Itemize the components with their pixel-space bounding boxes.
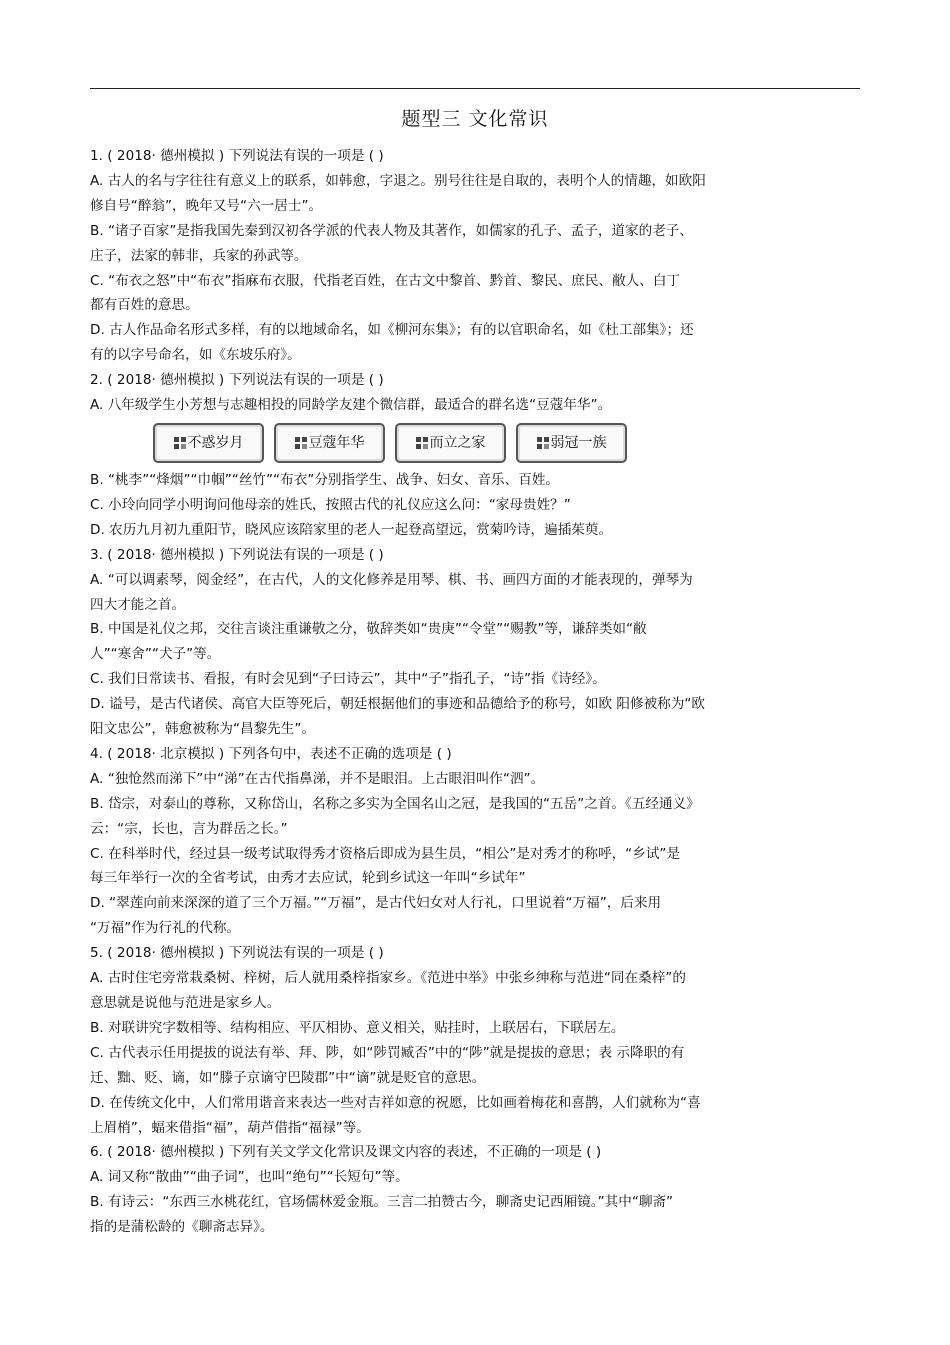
option-line: C. 小玲向同学小明询问他母亲的姓氏，按照古代的礼仪应这么问：“家母贵姓？”: [90, 496, 571, 513]
group-name-option: [516, 423, 627, 463]
question-stem: 1. ( 2018· 德州模拟 ) 下列说法有误的一项是 ( ): [90, 148, 384, 164]
question-stem: 6. ( 2018· 德州模拟 ) 下列有关文学文化常识及课文内容的表述，不正确的一项是 ( ): [90, 1144, 602, 1161]
option-line: D. 谥号，是古代诸侯、高官大臣等死后，朝廷根据他们的事迹和品德给予的称号，如欧 阳修被称为“欧: [90, 696, 706, 713]
question-1: [90, 144, 860, 368]
option-line: 迁、黜、贬、谪，如“滕子京谪守巴陵郡”中“谪”就是贬官的意思。: [90, 1069, 486, 1086]
option-line: 都有百姓的意思。: [90, 297, 199, 314]
group-name-label: 豆蔻年华: [308, 434, 365, 451]
option-line: D. “翠莲向前来深深的道了三个万福。”“万福”，是古代妇女对人行礼，口里说着“万福”，后来用: [90, 895, 662, 912]
option-line: 人”“寒舍”“犬子”等。: [90, 646, 221, 663]
option-line: 阳文忠公”，韩愈被称为“昌黎先生”。: [90, 721, 316, 738]
option-line: B. 有诗云：“东西三水桃花红，官场儒林爱金瓶。三言二拍赞古今，聊斋史记西厢镜。”其中“聊斋”: [90, 1194, 674, 1211]
group-name-label: 而立之家: [429, 434, 486, 451]
option-line: B. “诸子百家”是指我国先秦到汉初各学派的代表人物及其著作，如儒家的孔子、孟子，道家的老子、: [90, 222, 693, 239]
option-line: 四大才能之首。: [90, 596, 186, 613]
option-line: 庄子，法家的韩非，兵家的孙武等。: [90, 247, 308, 264]
qr-icon: [295, 437, 307, 449]
option-line: B. 中国是礼仪之邦，交往言谈注重谦敬之分，敬辞类如“贵庚”“令堂”“赐教”等，谦辞类如“敝: [90, 621, 647, 638]
group-name-option: [274, 423, 385, 463]
qr-icon: [537, 437, 549, 449]
question-stem: 2. ( 2018· 德州模拟 ) 下列说法有误的一项是 ( ): [90, 372, 384, 389]
option-line: A. “独怆然而涕下”中“涕”在古代指鼻涕，并不是眼泪。上古眼泪叫作“泗”。: [90, 770, 545, 787]
option-line: 有的以字号命名，如《东坡乐府》。: [90, 347, 301, 364]
question-list: [90, 144, 860, 1240]
question-2: [90, 368, 860, 543]
group-name-option: [395, 423, 506, 463]
question-3: [90, 543, 860, 742]
top-rule: [90, 88, 860, 89]
option-line: A. 词又称“散曲”“曲子词”，也叫“绝句”“长短句”等。: [90, 1169, 409, 1186]
question-5: [90, 941, 860, 1140]
question-6: [90, 1140, 860, 1240]
option-line: 指的是蒲松龄的《聊斋志异》。: [90, 1219, 274, 1236]
option-line: C. “布衣之怒”中“布衣”指麻布衣服，代指老百姓，在古文中黎首、黔首、黎民、庶民、敝人、白丁: [90, 272, 681, 289]
group-name-label: 不惑岁月: [187, 434, 244, 451]
qr-icon: [174, 437, 186, 449]
group-name-options: [150, 423, 630, 463]
question-stem: 4. ( 2018· 北京模拟 ) 下列各句中，表述不正确的选项是 ( ): [90, 745, 452, 762]
option-line: A. 古人的名与字往往有意义上的联系，如韩愈，字退之。别号往往是自取的，表明个人的情趣，如欧阳: [90, 172, 706, 189]
option-line: D. 在传统文化中，人们常用谐音来表达一些对吉祥如意的祝愿，比如画着梅花和喜鹊，人们就称为“喜: [90, 1094, 701, 1111]
option-line: C. 我们日常读书、看报，有时会见到“子曰诗云”，其中“子”指孔子，“诗”指《诗经》。: [90, 671, 606, 688]
option-line: A. “可以调素琴，阅金经”，在古代，人的文化修养是用琴、棋、书、画四方面的才能表现的，弹琴为: [90, 571, 693, 588]
group-name-option: [153, 423, 264, 463]
group-name-label: 弱冠一族: [550, 434, 607, 451]
option-line: 每三年举行一次的全省考试，由秀才去应试，轮到乡试这一年叫“乡试年”: [90, 870, 526, 887]
option-line: C. 古代表示任用提拔的说法有举、拜、陟，如“陟罚臧否”中的“陟”就是提拔的意思；表 示降职的有: [90, 1044, 685, 1061]
option-line: A. 古时住宅旁常栽桑树、梓树，后人就用桑梓指家乡。《范进中举》中张乡绅称与范进“同在桑梓”的: [90, 970, 686, 987]
option-line: 云：“宗，长也，言为群岳之长。”: [90, 820, 288, 837]
option-line: 意思就是说他与范进是家乡人。: [90, 995, 281, 1011]
option-line: B. 岱宗，对泰山的尊称，又称岱山，名称之多实为全国名山之冠，是我国的“五岳”之首。《五经通义》: [90, 795, 700, 812]
question-stem: 3. ( 2018· 德州模拟 ) 下列说法有误的一项是 ( ): [90, 546, 384, 563]
question-stem: 5. ( 2018· 德州模拟 ) 下列说法有误的一项是 ( ): [90, 945, 384, 962]
question-4: [90, 742, 860, 941]
option-line: B. “桃李”“烽烟”“巾帼”“丝竹”“布衣”分别指学生、战争、妇女、音乐、百姓。: [90, 471, 560, 488]
option-line: 上眉梢”，蝠来借指“福”，葫芦借指“福禄”等。: [90, 1119, 370, 1136]
option-line: D. 古人作品命名形式多样，有的以地域命名，如《柳河东集》；有的以官职命名，如《杜工部集》；还: [90, 322, 694, 339]
qr-icon: [416, 437, 428, 449]
page-title: 题型三 文化常识: [401, 108, 549, 130]
option-line: A. 八年级学生小芳想与志趣相投的同龄学友建个微信群，最适合的群名选“豆蔻年华”。: [90, 397, 612, 414]
option-line: 修自号“醉翁”，晚年又号“六一居士”。: [90, 197, 323, 214]
option-line: B. 对联讲究字数相等、结构相应、平仄相协、意义相关，贴挂时，上联居右，下联居左。: [90, 1019, 625, 1036]
option-line: “万福”作为行礼的代称。: [90, 920, 241, 937]
option-line: C. 在科举时代，经过县一级考试取得秀才资格后即成为县生员，“相公”是对秀才的称呼，“乡试”是: [90, 845, 681, 862]
option-line: D. 农历九月初九重阳节，晓风应该陪家里的老人一起登高望远，赏菊吟诗，遍插茱萸。: [90, 521, 613, 538]
